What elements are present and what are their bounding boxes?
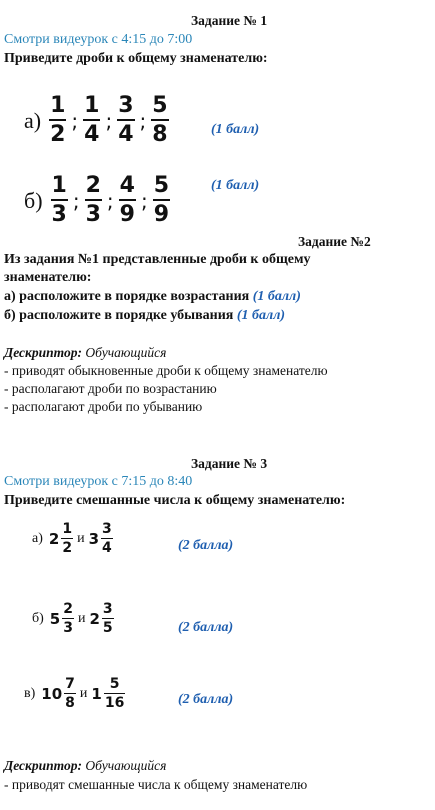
row-label: а)	[24, 107, 42, 133]
descriptor1-item: - располагают дроби по возрастанию	[4, 381, 217, 396]
denominator: 3	[85, 199, 102, 226]
task3-row-b	[32, 602, 114, 635]
task1-instruction: Приведите дроби к общему знаменателю:	[4, 51, 268, 66]
whole-part: 2	[89, 609, 100, 628]
denominator: 3	[63, 620, 73, 636]
descriptor2-label: Дескриптор:	[4, 758, 82, 773]
separator: ;	[71, 108, 79, 133]
task2-line1: Из задания №1 представленные дроби к общему	[4, 252, 311, 267]
task1-title: Задание № 1	[191, 13, 268, 28]
fraction	[85, 175, 102, 226]
task1-row-b-points: (1 балл)	[211, 178, 260, 193]
descriptor2-heading	[4, 758, 166, 774]
denominator: 8	[65, 695, 75, 711]
numerator: 2	[63, 601, 73, 617]
task2-title: Задание №2	[298, 234, 371, 249]
numerator: 5	[109, 676, 120, 692]
fraction	[119, 175, 136, 226]
fraction	[101, 522, 113, 555]
task3-row-c-points: (2 балла)	[178, 692, 234, 707]
numerator: 3	[118, 93, 134, 118]
fraction	[64, 677, 76, 710]
row-label: б)	[32, 610, 44, 626]
fraction	[83, 95, 100, 146]
numerator: 1	[84, 93, 100, 118]
separator: ;	[139, 108, 147, 133]
numerator: 5	[153, 173, 170, 198]
denominator: 9	[119, 199, 136, 226]
task2-item-b-points: (1 балл)	[236, 308, 286, 323]
numerator: 3	[102, 601, 113, 617]
separator: ;	[140, 188, 148, 213]
descriptor1-heading	[4, 345, 166, 361]
task2-item-b	[4, 308, 285, 324]
denominator: 3	[51, 199, 68, 226]
denominator: 4	[102, 540, 112, 556]
fraction	[62, 602, 74, 635]
denominator: 8	[151, 119, 168, 146]
conjunction: и	[77, 610, 86, 626]
row-label: б)	[24, 187, 43, 213]
descriptor1-label: Дескриптор:	[4, 345, 82, 360]
separator: ;	[72, 188, 80, 213]
fraction	[151, 95, 168, 146]
descriptor1-item: - располагают дроби по убыванию	[4, 399, 203, 414]
task3-row-b-points: (2 балла)	[178, 620, 234, 635]
task1-video-link[interactable]: Смотри видеурок с 4:15 до 7:00	[4, 32, 193, 47]
whole-part: 1	[91, 684, 102, 703]
task1-row-a-points: (1 балл)	[211, 122, 260, 137]
fraction	[117, 95, 134, 146]
fraction	[153, 175, 170, 226]
fraction	[102, 602, 114, 635]
task1-row-b	[24, 175, 170, 226]
denominator: 2	[49, 119, 66, 146]
task2-item-a	[4, 289, 301, 305]
numerator: 3	[102, 521, 112, 537]
task2-item-b-text: б) расположите в порядке убывания	[4, 308, 234, 323]
task2-line2: знаменателю:	[4, 270, 92, 285]
task3-row-a	[32, 522, 113, 555]
task3-title: Задание № 3	[191, 456, 268, 471]
whole-part: 3	[88, 529, 100, 548]
task1-row-a	[24, 95, 169, 146]
denominator: 5	[102, 620, 113, 636]
descriptor1-text: Обучающийся	[85, 345, 167, 360]
separator: ;	[106, 188, 114, 213]
numerator: 2	[85, 173, 101, 198]
task2-item-a-text: а) расположите в порядке возрастания	[4, 289, 250, 304]
whole-part: 10	[41, 684, 63, 703]
numerator: 1	[51, 173, 67, 198]
whole-part: 5	[49, 609, 61, 628]
conjunction: и	[77, 530, 85, 546]
task3-video-link[interactable]: Смотри видеурок с 7:15 до 8:40	[4, 474, 193, 489]
row-label: в)	[24, 685, 36, 701]
numerator: 5	[152, 93, 168, 118]
task3-row-c	[24, 677, 125, 710]
fraction	[51, 175, 68, 226]
fraction	[104, 677, 125, 710]
denominator: 2	[62, 540, 73, 556]
conjunction: и	[79, 685, 88, 701]
separator: ;	[105, 108, 113, 133]
denominator: 16	[104, 695, 125, 711]
denominator: 9	[153, 199, 170, 226]
numerator: 4	[119, 173, 135, 198]
task3-instruction: Приведите смешанные числа к общему знаменателю:	[4, 493, 346, 508]
task2-item-a-points: (1 балл)	[252, 289, 301, 304]
whole-part: 2	[48, 529, 60, 548]
task3-row-a-points: (2 балла)	[178, 538, 234, 553]
descriptor2-item: - приводят смешанные числа к общему знаменателю	[4, 777, 308, 792]
row-label: а)	[32, 530, 43, 546]
denominator: 4	[117, 119, 134, 146]
fraction	[61, 522, 73, 555]
numerator: 7	[65, 676, 75, 692]
descriptor1-item: - приводят обыкновенные дроби к общему знаменателю	[4, 363, 328, 378]
descriptor2-text: Обучающийся	[85, 758, 167, 773]
fraction	[49, 95, 66, 146]
denominator: 4	[83, 119, 100, 146]
numerator: 1	[50, 93, 66, 118]
numerator: 1	[62, 521, 73, 537]
